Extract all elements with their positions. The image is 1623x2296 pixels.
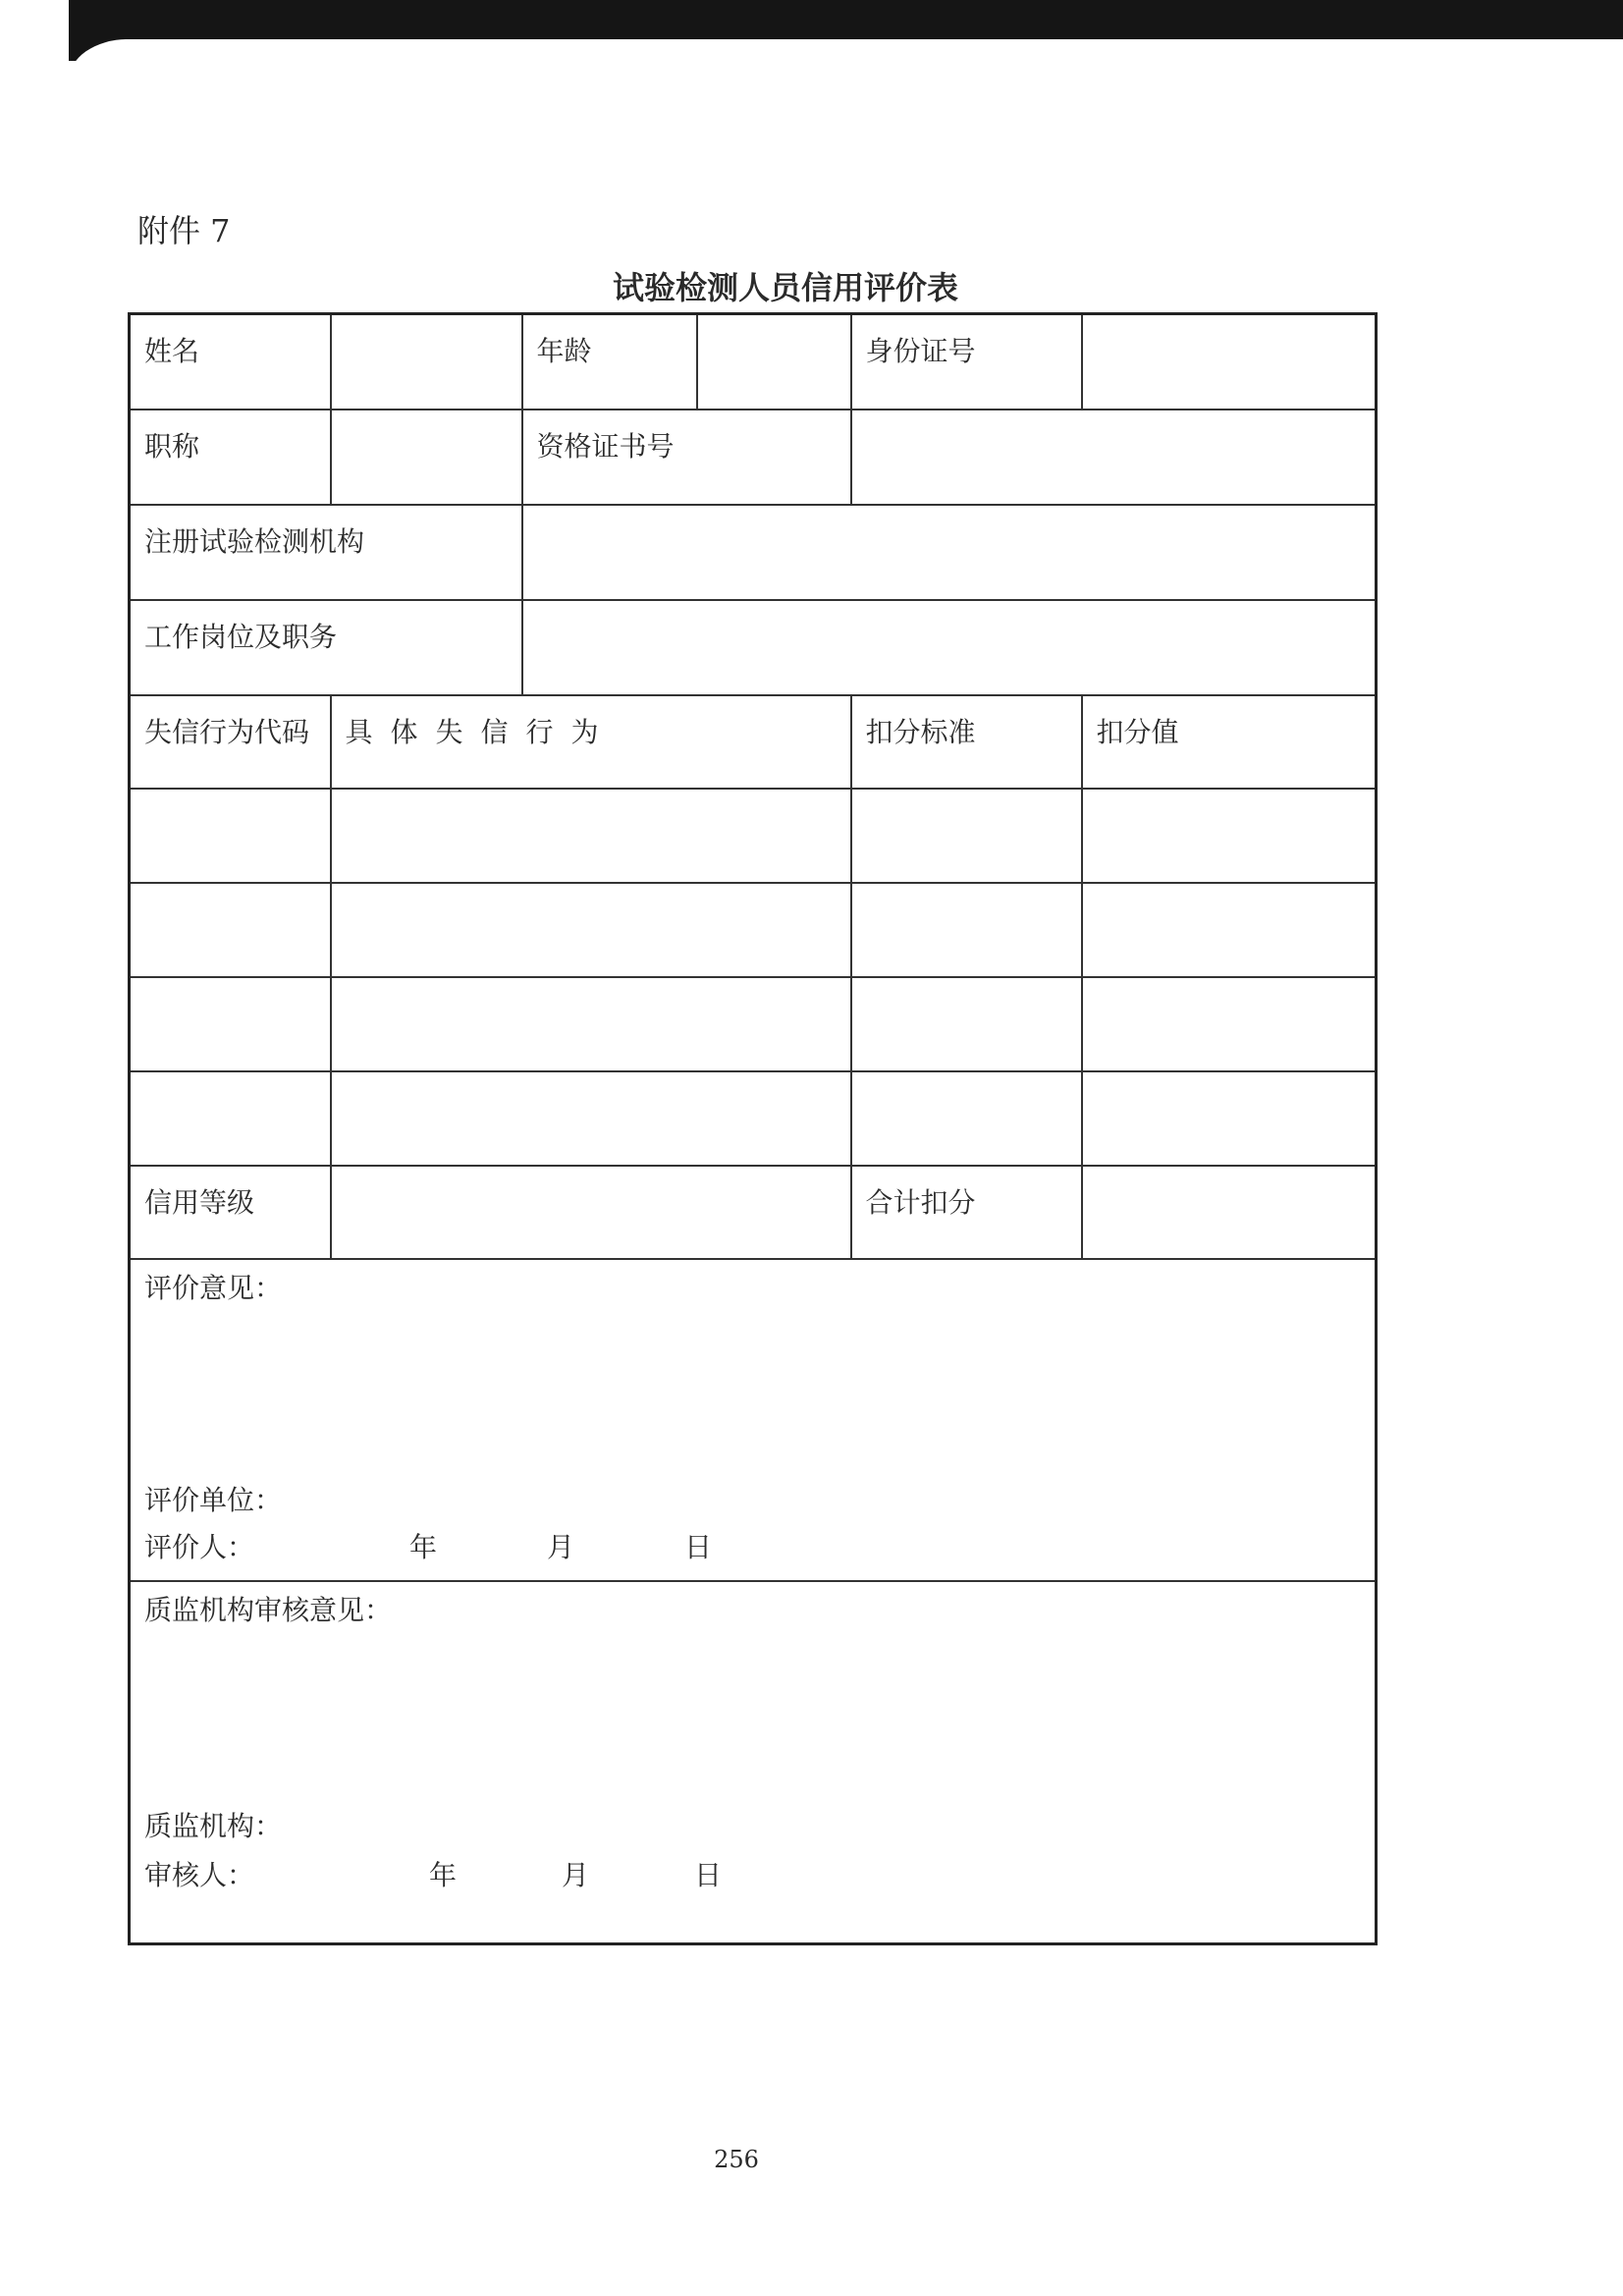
- cert-field[interactable]: [851, 410, 1377, 505]
- table-row: [130, 314, 1377, 410]
- behavior-cell[interactable]: [331, 883, 851, 977]
- standard-cell[interactable]: [851, 789, 1082, 883]
- total-field[interactable]: [1082, 1166, 1377, 1259]
- day-label: 日: [694, 1858, 723, 1891]
- attachment-label: 附件 7: [137, 212, 231, 249]
- review-section: [130, 1581, 1377, 1944]
- behavior-cell[interactable]: [331, 1071, 851, 1166]
- table-row: [130, 600, 1377, 695]
- standard-cell[interactable]: [851, 883, 1082, 977]
- review-org-label: 质监机构：: [144, 1809, 283, 1842]
- credit-field[interactable]: [331, 1166, 851, 1259]
- month-label: 月: [562, 1858, 590, 1891]
- evaluator-label: 评价人：: [144, 1530, 255, 1563]
- total-label: 合计扣分: [851, 1166, 1082, 1259]
- standard-cell[interactable]: [851, 1071, 1082, 1166]
- title-label: 职称: [130, 410, 331, 505]
- cert-label: 资格证书号: [522, 410, 851, 505]
- code-header: 失信行为代码: [130, 695, 331, 789]
- evaluation-opinion-label: 评价意见：: [144, 1271, 283, 1304]
- page-number: 256: [714, 2146, 759, 2173]
- scan-page-curl: [69, 39, 1623, 98]
- code-cell[interactable]: [130, 883, 331, 977]
- year-label: 年: [409, 1530, 438, 1563]
- standard-cell[interactable]: [851, 977, 1082, 1071]
- standard-header: 扣分标准: [851, 695, 1082, 789]
- age-label: 年龄: [522, 314, 697, 410]
- title-field[interactable]: [331, 410, 522, 505]
- reviewer-label: 审核人：: [144, 1858, 255, 1891]
- table-row: [130, 1071, 1377, 1166]
- table-row: [130, 1166, 1377, 1259]
- credit-evaluation-table: [128, 312, 1378, 1945]
- form-title: 试验检测人员信用评价表: [612, 269, 958, 306]
- name-field[interactable]: [331, 314, 522, 410]
- table-row: [130, 883, 1377, 977]
- name-label: 姓名: [130, 314, 331, 410]
- day-label: 日: [684, 1530, 713, 1563]
- age-field[interactable]: [697, 314, 851, 410]
- year-label: 年: [429, 1858, 458, 1891]
- deduction-header: 扣分值: [1082, 695, 1377, 789]
- id-label: 身份证号: [851, 314, 1082, 410]
- review-box[interactable]: [130, 1581, 1377, 1944]
- table-header-row: [130, 695, 1377, 789]
- table-row: [130, 410, 1377, 505]
- code-cell[interactable]: [130, 977, 331, 1071]
- table-row: [130, 789, 1377, 883]
- position-label: 工作岗位及职务: [130, 600, 522, 695]
- behavior-header: 具体失信行为: [331, 695, 851, 789]
- table-row: [130, 977, 1377, 1071]
- review-opinion-label: 质监机构审核意见：: [144, 1593, 393, 1626]
- deduction-cell[interactable]: [1082, 789, 1377, 883]
- institution-label: 注册试验检测机构: [130, 505, 522, 600]
- position-field[interactable]: [522, 600, 1377, 695]
- code-cell[interactable]: [130, 789, 331, 883]
- behavior-cell[interactable]: [331, 977, 851, 1071]
- behavior-cell[interactable]: [331, 789, 851, 883]
- evaluation-unit-label: 评价单位：: [144, 1483, 283, 1516]
- table-row: [130, 505, 1377, 600]
- credit-label: 信用等级: [130, 1166, 331, 1259]
- code-cell[interactable]: [130, 1071, 331, 1166]
- evaluation-box[interactable]: [130, 1259, 1377, 1581]
- deduction-cell[interactable]: [1082, 1071, 1377, 1166]
- id-field[interactable]: [1082, 314, 1377, 410]
- month-label: 月: [547, 1530, 575, 1563]
- evaluation-section: [130, 1259, 1377, 1581]
- institution-field[interactable]: [522, 505, 1377, 600]
- deduction-cell[interactable]: [1082, 977, 1377, 1071]
- deduction-cell[interactable]: [1082, 883, 1377, 977]
